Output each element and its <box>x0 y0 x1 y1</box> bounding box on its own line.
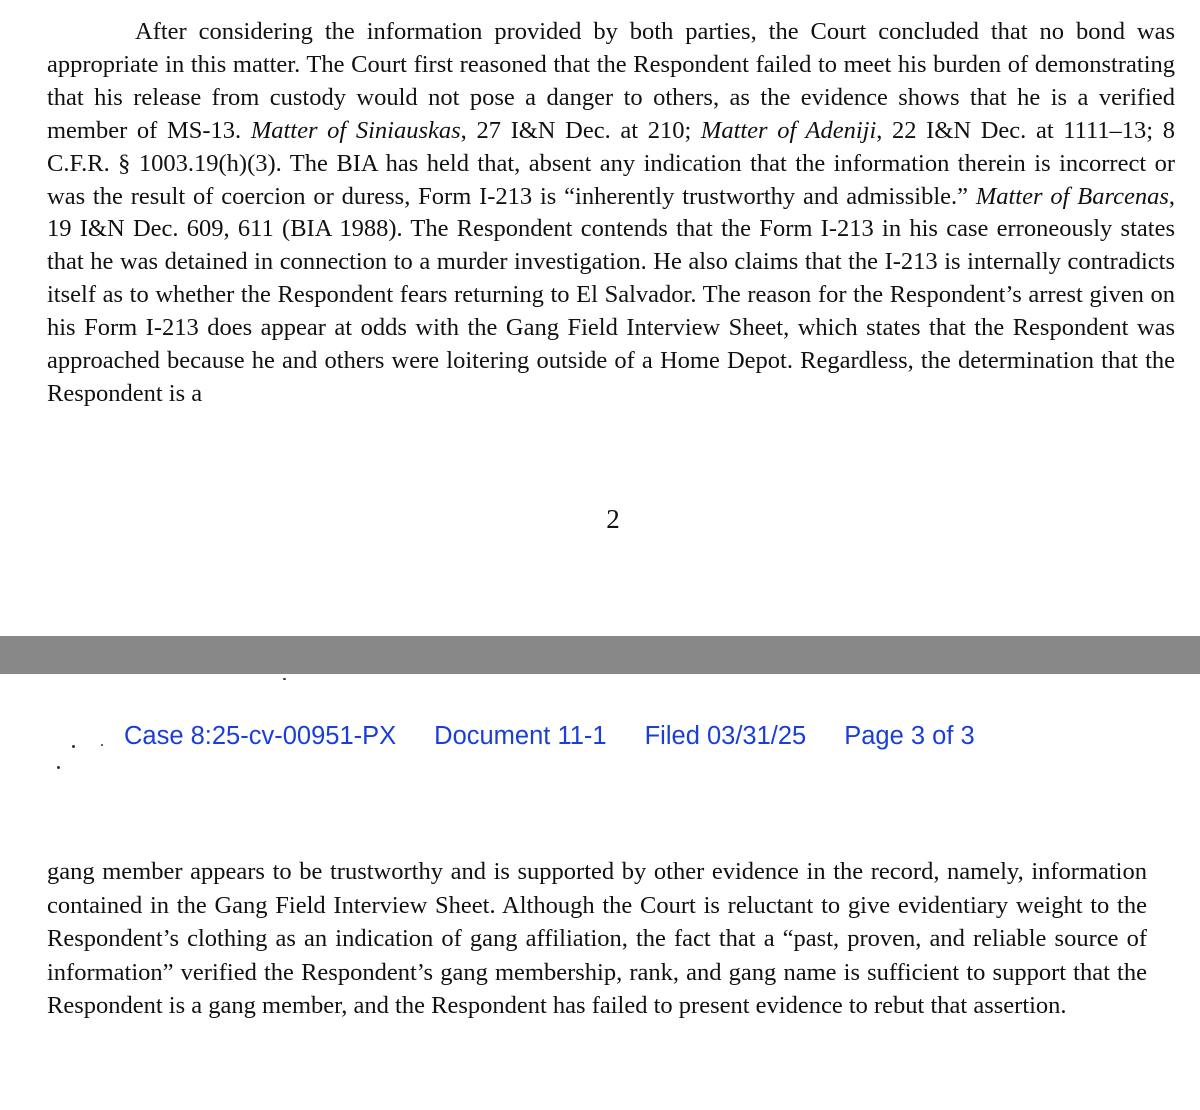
text-run: , 19 I&N Dec. 609, 611 (BIA 1988). The Respondent contends that the Form I-213 in his case erroneously states that he was detained in connection to a murder investigation. He also claims that the I-213 is internally contradicts itself as to whether the Respondent fears returning to El Salvador. The reason for the Respondent’s arrest given on his Form I-213 does appear at odds with the Gang Field Interview Sheet, which states that the Respondent was approached because he and others were loitering outside of a Home Depot. Regardless, the determination that the Respondent is a <box>47 182 1175 407</box>
case-citation: Matter of Adeniji <box>700 116 877 144</box>
paragraph-text: gang member appears to be trustworthy and is supported by other evidence in the record, namely, information contained in the Gang Field Interview Sheet. Although the Court is reluctant to give evidentiary weight to the Respondent’s clothing as an indication of gang affiliation, the fact that a “past, proven, and reliable source of information” verified the Respondent’s gang membership, rank, and gang name is sufficient to support that the Respondent is a gang member, and the Respondent has failed to present evidence to rebut that assertion. <box>47 858 1147 1020</box>
page-number: 2 <box>606 504 620 534</box>
filed-date: Filed 03/31/25 <box>644 722 807 750</box>
text-run: , 27 I&N Dec. at 210; <box>460 116 701 144</box>
ecf-header-stamp <box>124 722 975 751</box>
text-run: , 22 I&N Dec. at 1111–13; 8 C.F.R. § 1003.19(h)(3). The BIA has held that, absent any indication that the information therein is incorrect or was the result of coercion or duress, Form I-213 is “inherently trustworthy and admissible.” <box>47 116 1176 210</box>
body-paragraph-lower <box>47 855 1147 1023</box>
scan-speck <box>101 744 103 746</box>
case-number: Case 8:25-cv-00951-PX <box>124 722 397 750</box>
case-citation: Matter of Siniauskas <box>250 116 461 144</box>
page-separator <box>0 636 1200 674</box>
text-run: After considering the information provided by both parties, the Court concluded that no bond was appropriate in this matter. The Court first reasoned that the Respondent failed to meet his burden of demonstrating that his release from custody would not pose a danger to others, as the evidence shows that he is a verified member of MS-13. <box>47 18 1175 144</box>
document-number: Document 11-1 <box>434 722 607 750</box>
scan-speck <box>57 766 60 769</box>
case-citation: Matter of Barcenas <box>975 182 1169 210</box>
scan-speck <box>283 678 286 680</box>
body-paragraph-upper <box>47 16 1175 411</box>
page-count: Page 3 of 3 <box>844 722 975 750</box>
scan-speck <box>72 745 75 748</box>
